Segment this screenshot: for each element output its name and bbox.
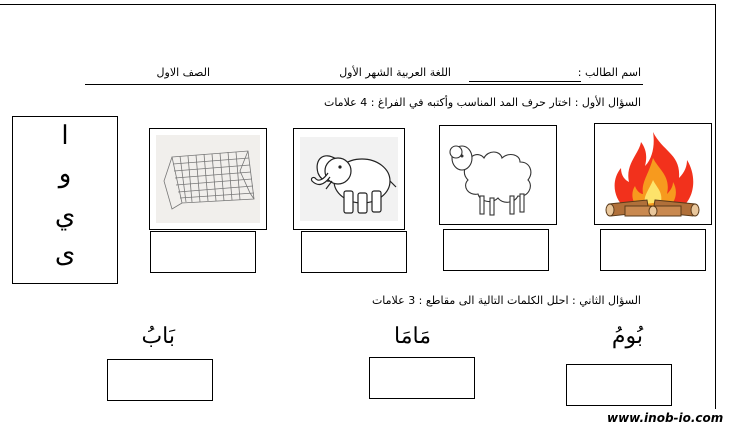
website-watermark: www.inob-io.com (607, 411, 724, 425)
page-top-border (0, 4, 716, 5)
answer-box-boum[interactable] (566, 364, 672, 406)
question-1-title: السؤال الأول : اختار حرف المد المناسب وأكتبه في الفراغ : 4 علامات (323, 96, 641, 109)
fire-icon (595, 124, 711, 224)
letter-alif: ا (61, 121, 69, 151)
subject-label: اللغة العربية الشهر الأول (339, 66, 451, 79)
letter-alif-maqsura: ى (54, 239, 76, 269)
letter-ya: ي (54, 201, 76, 231)
student-name-line (469, 81, 581, 82)
answer-box-sheep[interactable] (443, 229, 549, 271)
answer-box-mama[interactable] (369, 357, 475, 399)
sheep-icon (440, 126, 556, 224)
grade-label: الصف الاول (156, 66, 210, 79)
elephant-icon (294, 129, 404, 229)
goal-net-icon (150, 129, 266, 229)
word-bab: بَابُ (141, 324, 175, 349)
answer-box-elephant[interactable] (301, 231, 407, 273)
student-name-label: اسم الطالب : (577, 66, 641, 79)
answer-box-fire[interactable] (600, 229, 706, 271)
answer-box-goal-net[interactable] (150, 231, 256, 273)
page-right-border (715, 4, 716, 409)
goal-net-picture (149, 128, 267, 230)
question-2-title: السؤال الثاني : احلل الكلمات التالية الى مقاطع : 3 علامات (371, 294, 641, 307)
header-underline (85, 84, 643, 85)
fire-picture (594, 123, 712, 225)
sheep-picture (439, 125, 557, 225)
letter-bank (12, 116, 118, 284)
answer-box-bab[interactable] (107, 359, 213, 401)
letter-waw: و (58, 159, 72, 189)
word-mama: مَامَا (394, 324, 431, 349)
word-boum: بُومُ (611, 324, 643, 349)
elephant-picture (293, 128, 405, 230)
